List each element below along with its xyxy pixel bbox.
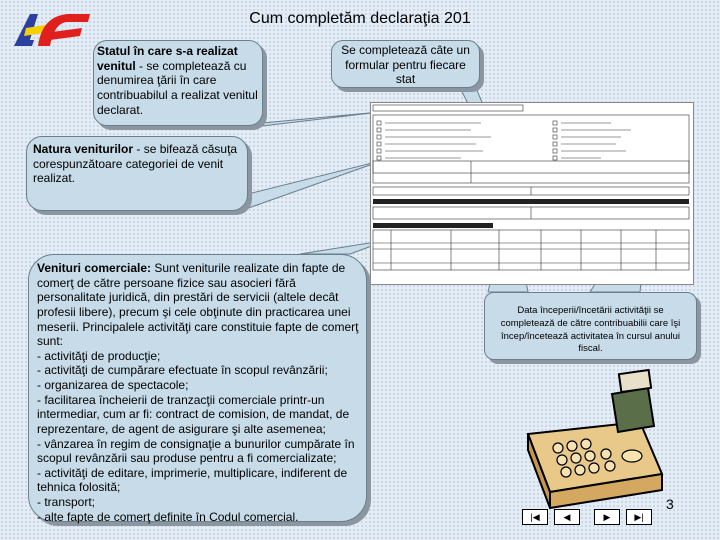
callout-data-incepere: Data începerii/încetării activităţii se completează de către contribuabilii care îşi încep/încetează activitatea în cursul anului fiscal.	[484, 292, 697, 360]
callout-venituri-intro: Sunt veniturile realizate din fapte de comerţ de către persoane fizice sau asocieri fără personalitate juridică, din prestări de servicii (altele decât profesii libere), precum şi cele obţinute din practicarea unei meserii. Principalele activităţi care constituie fapte de comerţ sunt:	[37, 261, 359, 349]
callout-statut	[93, 40, 263, 126]
cash-register-icon	[520, 364, 670, 509]
venituri-item: - activităţi de cumpărare efectuate în scopul revânzării;	[37, 363, 328, 378]
nav-first-button[interactable]: |◀	[522, 509, 548, 525]
callout-statut-text: - se completează cu denumirea ţării în care contribuabilul a realizat venitul declarat.	[97, 58, 258, 117]
nav-prev-button[interactable]: ◀	[554, 509, 580, 525]
callout-natura	[26, 136, 248, 211]
venituri-item: - transport;	[37, 495, 96, 509]
callout-venituri-comerciale	[28, 254, 367, 522]
venituri-item: - alte fapte de comerţ definite în Codul comercial.	[37, 509, 299, 524]
declaration-form-image	[370, 102, 694, 285]
slide-title: Cum completăm declaraţia 201	[249, 10, 471, 27]
nav-next-button[interactable]: ▶	[594, 509, 620, 525]
callout-natura-text: - se bifează căsuţa corespunzătoare categoriei de venit realizat.	[33, 142, 238, 186]
callout-formular: Se completează câte un formular pentru fiecare stat	[331, 40, 480, 88]
venituri-item: - organizarea de spectacole;	[37, 378, 189, 392]
callout-statut-bold: Statul în care s-a realizat venitul	[97, 44, 238, 73]
callout-venituri-bold: Venituri comerciale:	[37, 261, 152, 275]
venituri-item: - facilitarea încheierii de tranzacţii comerciale printr-un intermediar, cum ar fi: contract de comision, de mandat, de reprezentare, de agent de asigurare şi alte asemenea;	[37, 392, 350, 436]
callout-natura-bold: Natura veniturilor	[33, 142, 134, 156]
venituri-item: - activităţi de producţie;	[37, 348, 161, 363]
venituri-item: - activităţi de editare, imprimerie, multiplicare, indiferent de tehnica folosită;	[37, 465, 348, 495]
venituri-item: - vânzarea în regim de consignaţie a bunurilor cumpărate în scopul revânzării sau produse pentru a fi comercializate;	[37, 436, 355, 466]
nav-last-button[interactable]: ▶|	[626, 509, 652, 525]
page-number: 3	[666, 496, 674, 512]
